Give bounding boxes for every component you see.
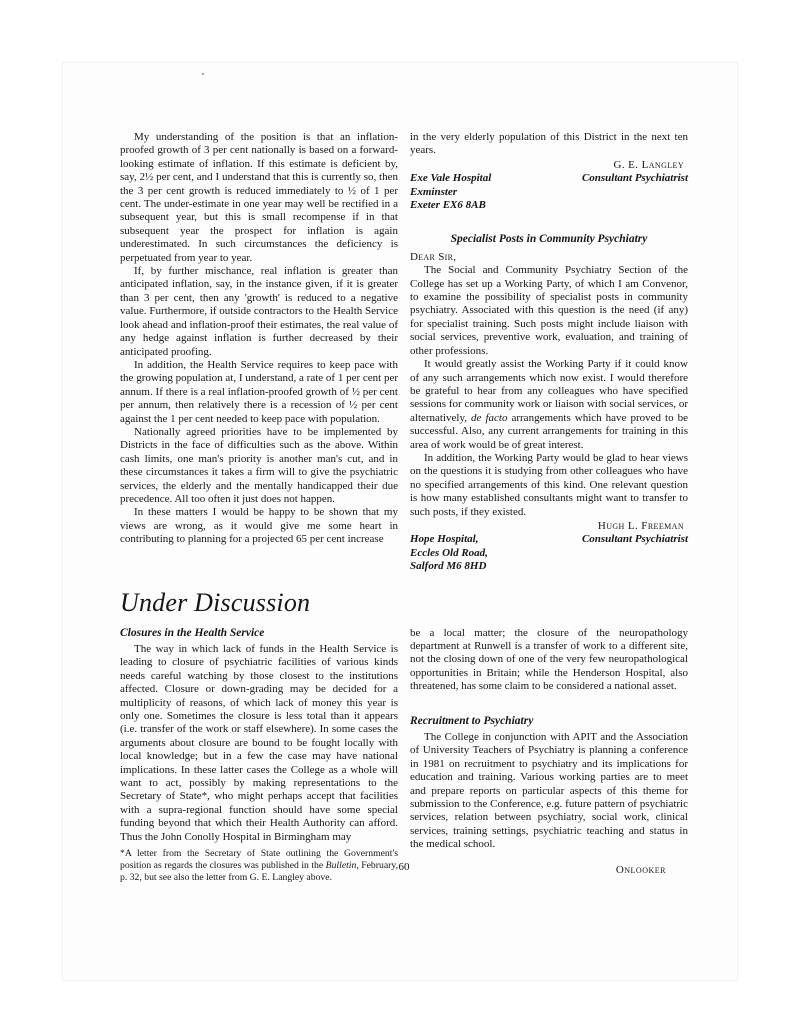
letters-right-column xyxy=(410,131,688,574)
section-title: Under Discussion xyxy=(120,587,311,617)
closures-subheading: Closures in the Health Service xyxy=(120,626,265,639)
under-discussion-columns xyxy=(120,627,688,884)
letter2-latin-phrase: de facto xyxy=(471,411,508,424)
letter2-signature-name: Hugh L. Freeman xyxy=(597,519,684,532)
letter1-address-line: Exe Vale Hospital xyxy=(410,172,492,185)
page-content xyxy=(120,131,688,883)
onlooker-byline: Onlooker xyxy=(615,863,666,876)
letter1-paragraph: In addition, the Health Service requires to keep pace with the growing population at, I understand, a rate of 1 per cent per annum. If there is a real inflation-proofed growth of ½ per cent per annum, then relatively there is a recession of ½ per cent against the 1 per cent needed to keep pace with population. xyxy=(120,358,398,425)
letter2-address-line: Salford M6 8HD xyxy=(410,560,487,573)
letter1-address-row xyxy=(410,172,688,185)
page-number: 60 xyxy=(398,861,410,873)
letter2-address-line: Hope Hospital, xyxy=(410,533,479,546)
recruitment-subheading: Recruitment to Psychiatry xyxy=(410,714,534,727)
under-discussion-left-column xyxy=(120,627,398,884)
letter2-address-row xyxy=(410,533,688,546)
letter1-signature-role: Consultant Psychiatrist xyxy=(581,172,688,185)
letter2-paragraph: The Social and Community Psychiatry Section of the College has set up a Working Party, of which I am Convenor, to examine the possibility of specialist posts in community psychiatry. Associated with this question is the need (if any) for specialist training. Such posts might include liaison with social services, preventive work, evaluation, and training of other professions. xyxy=(410,264,688,357)
letters-left-column xyxy=(120,131,398,574)
letter2-salutation: Dear Sir, xyxy=(410,250,457,263)
under-discussion-right-column xyxy=(410,627,688,884)
letter2-heading: Specialist Posts in Community Psychiatry xyxy=(450,233,648,246)
letter2-address-line: Eccles Old Road, xyxy=(410,546,488,559)
recruitment-paragraph: The College in conjunction with APIT and the Association of University Teachers of Psychiatry is planning a conference in 1981 on recruitment to psychiatry and its implications for education and training. Various working parties are to meet and prepare reports on particular aspects of this theme for submission to the Conference, e.g. future pattern of psychiatric services, relation between psychiatry, social work, clinical services, training settings, psychiatric teaching and status in the medical school. xyxy=(410,731,688,851)
letters-section xyxy=(120,131,688,574)
letter1-signature-name: G. E. Langley xyxy=(613,158,684,171)
letter2-paragraph-text: It would greatly assist the Working Party if it could know of any such arrangements which now exist. I would therefore be grateful to hear from any colleagues who have specified sessions for community work or liaison with social services, or alternatively, xyxy=(410,358,688,424)
scan-artifact-speck xyxy=(202,73,204,75)
letter1-continuation: in the very elderly population of this District in the next ten years. xyxy=(410,131,688,157)
letter1-address-line: Exeter EX6 8AB xyxy=(410,199,486,212)
letter1-paragraph: In these matters I would be happy to be shown that my views are wrong, as it would give me some heart in contributing to planning for a projected 65 per cent increase xyxy=(120,506,398,546)
letter2-signature-role: Consultant Psychiatrist xyxy=(581,533,688,546)
closures-continuation: be a local matter; the closure of the neuropathology department at Runwell is a transfer of work to a different site, not the closing down of one of the very few neuropathological opportunities in Britain; while the Henderson Hospital, also threatened, has some claim to be considered a national asset. xyxy=(410,626,688,693)
footnote-journal-name: Bulletin xyxy=(325,859,357,871)
letter1-address-line: Exminster xyxy=(410,185,458,198)
letter2-paragraph-text: arrangements which have proved to be successful. Also, any current arrangements for training in this area of work would be of great interest. xyxy=(410,411,688,451)
closures-paragraph: The way in which lack of funds in the Health Service is leading to closure of psychiatric facilities of various kinds needs careful watching by those closest to the institutions affected. Closure or down-grading may be decided for a multiplicity of reasons, of which lack of money this year is only one. Sometimes the closure is less total than it appears (i.e. transfer of the work or staff elsewhere). In some cases the arguments about closure are bound to be fought locally with local knowledge; but in a few the case may have national implications. In these latter cases the College as a whole will want to act, possibly by making representations to the Secretary of State*, who might perhaps accept that facilities with a supra-regional function should have some special funding beyond that which their Health Authority can afford. Thus the John Conolly Hospital in Birmingham may xyxy=(120,643,398,843)
footnote-text: , February, p. 32, but see also the letter from G. E. Langley above. xyxy=(120,859,398,883)
letter1-paragraph: Nationally agreed priorities have to be implemented by Districts in the face of difficulties such as the above. Within cash limits, one man's priority is another man's cut, and in these circumstances it takes a firm will to give the psychiatric services, the elderly and the mentally handicapped their due precedence. All too often it just does not happen. xyxy=(120,425,398,505)
letter2-paragraph xyxy=(410,358,688,452)
letter1-paragraph: If, by further mischance, real inflation is greater than anticipated inflation, say, in the instance given, if it is greater than 3 per cent, then any 'growth' is reduced to a negative value. Furthermore, if outside contractors to the Health Service look ahead and inflation-proof their estimates, the real value of any hedge against inflation is further decreased by their anticipated proofing. xyxy=(120,265,398,358)
letter2-paragraph: In addition, the Working Party would be glad to hear views on the questions it is studying from other colleagues who have no specified arrangements of this kind. One relevant question is how many established consultants might want to transfer to such posts, if they existed. xyxy=(410,451,688,518)
letter1-paragraph: My understanding of the position is that an inflation-proofed growth of 3 per cent nationally is based on a forward-looking estimate of inflation. If this estimate is deficient by, say, 2½ per cent, and I understand that this is currently so, then the 3 per cent growth is reduced immediately to ½ of 1 per cent. The under-estimate in one year may well be rectified in a subsequent year, but this is small recompense if in that subsequent year the prospect for inflation is again underestimated. In such circumstances the deficiency is perpetuated from year to year. xyxy=(120,131,398,264)
under-discussion-section xyxy=(120,589,688,884)
footnote-text: *A letter from the Secretary of State outlining the Government's position as regards the closures was published in the xyxy=(120,848,398,871)
